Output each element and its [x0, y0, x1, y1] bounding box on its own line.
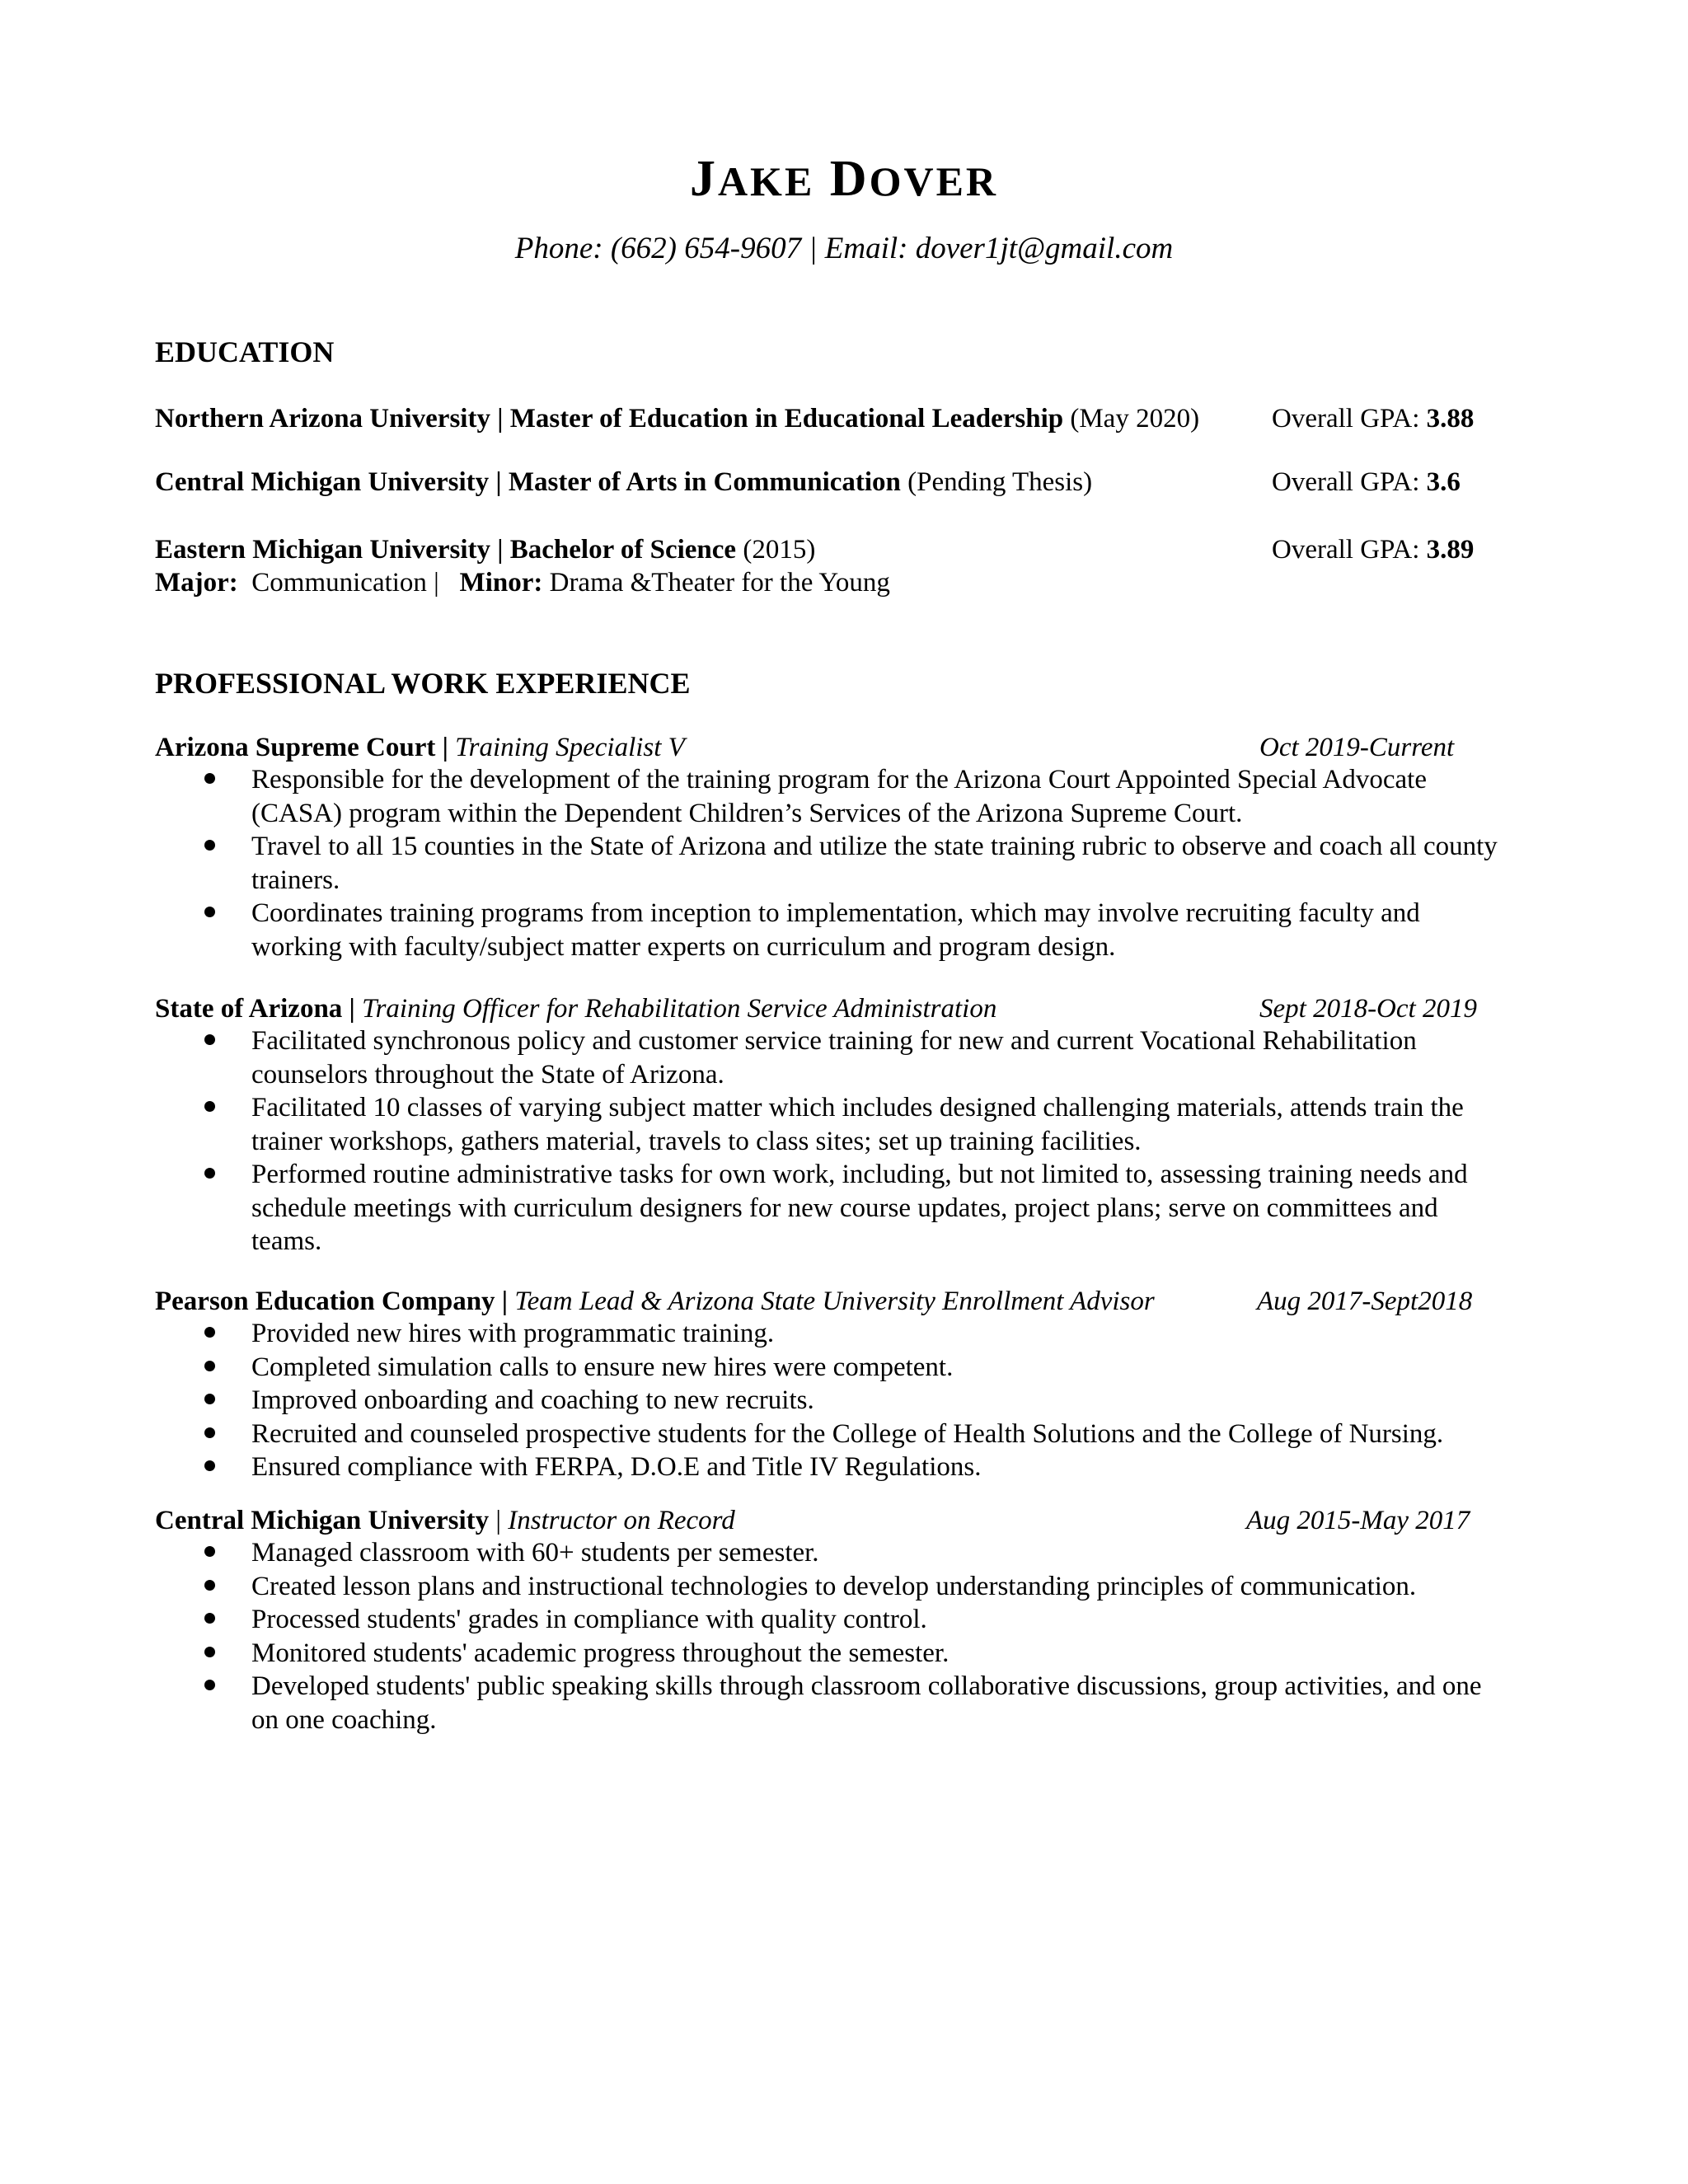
bullet-icon: [204, 1361, 215, 1371]
education-entry: [155, 537, 815, 564]
bullet-icon: [204, 1680, 215, 1690]
list-item: Created lesson plans and instructional technologies to develop understanding principles of communication.: [198, 1570, 1517, 1604]
education-gpa: [1272, 469, 1461, 496]
education-date: (2015): [736, 535, 816, 565]
bullet-icon: [204, 1613, 215, 1624]
job-bullets: [198, 763, 1517, 963]
name-last-initial: D: [829, 151, 870, 207]
education-date: (Pending Thesis): [900, 467, 1093, 497]
major-label: Major:: [155, 568, 238, 598]
bullet-icon: [204, 1460, 215, 1471]
list-item: Performed routine administrative tasks for own work, including, but not limited to, assessing training needs and schedule meetings with curriculum designers for new course updates, project plans; serve on committees and teams.: [198, 1158, 1517, 1258]
name-first-initial: J: [689, 151, 718, 207]
job-role: Instructor on Record: [508, 1506, 735, 1535]
job-header: [155, 996, 996, 1023]
education-entry: [155, 405, 1199, 433]
gpa-value: 3.89: [1426, 535, 1475, 565]
job-bullets: [198, 1536, 1517, 1736]
gpa-value: 3.6: [1426, 467, 1461, 497]
bullet-icon: [204, 1327, 215, 1338]
bullet-icon: [204, 773, 215, 784]
list-item: Responsible for the development of the training program for the Arizona Court Appointed Special Advocate (CASA) program within the Dependent Children’s Services of the Arizona Supreme Court.: [198, 763, 1517, 830]
list-item: Monitored students' academic progress throughout the semester.: [198, 1637, 1517, 1671]
candidate-name: [0, 151, 1688, 207]
job-employer-separator: |: [489, 1506, 501, 1535]
major-minor-line: [155, 569, 890, 597]
list-item: Completed simulation calls to ensure new hires were competent.: [198, 1351, 1517, 1385]
bullet-icon: [204, 840, 215, 851]
job-dates: Sept 2018-Oct 2019: [1259, 994, 1477, 1024]
job-employer: Pearson Education Company |: [155, 1286, 509, 1316]
job-bullets: [198, 1317, 1517, 1484]
bullet-icon: [204, 1034, 215, 1045]
list-item: Ensured compliance with FERPA, D.O.E and Title IV Regulations.: [198, 1451, 1517, 1484]
job-role: Team Lead & Arizona State University Enrollment Advisor: [514, 1286, 1155, 1316]
list-item: Processed students' grades in compliance with quality control.: [198, 1603, 1517, 1637]
bullet-icon: [204, 1168, 215, 1179]
job-role: Training Officer for Rehabilitation Service Administration: [362, 994, 997, 1024]
job-dates: Aug 2017-Sept2018: [1257, 1286, 1473, 1316]
education-date: (May 2020): [1063, 404, 1200, 434]
bullet-icon: [204, 1647, 215, 1657]
bullet-icon: [204, 1101, 215, 1112]
list-item: Recruited and counseled prospective students for the College of Health Solutions and the College of Nursing.: [198, 1418, 1517, 1451]
gpa-label: Overall GPA:: [1272, 467, 1427, 497]
major-value: Communication |: [251, 568, 439, 598]
education-school-degree: Northern Arizona University | Master of Education in Educational Leadership: [155, 404, 1064, 434]
contact-line: Phone: (662) 654-9607 | Email: dover1jt@gmail.com: [514, 232, 1174, 265]
education-school-degree: Eastern Michigan University | Bachelor of Science: [155, 535, 737, 565]
bullet-icon: [204, 1580, 215, 1591]
job-header: [155, 1288, 1155, 1315]
bullet-icon: [204, 907, 215, 917]
gpa-value: 3.88: [1426, 404, 1475, 434]
list-item: Travel to all 15 counties in the State of Arizona and utilize the state training rubric to observe and coach all county trainers.: [198, 830, 1517, 897]
job-role: Training Specialist V: [455, 733, 685, 762]
gpa-label: Overall GPA:: [1272, 535, 1427, 565]
job-employer: Central Michigan University: [155, 1506, 490, 1535]
education-gpa: [1272, 405, 1474, 433]
name-first-rest: AKE: [717, 158, 815, 204]
education-school-degree: Central Michigan University | Master of Arts in Communication: [155, 467, 901, 497]
list-item: Facilitated synchronous policy and customer service training for new and current Vocational Rehabilitation counselors throughout the State of Arizona.: [198, 1024, 1517, 1091]
education-heading: EDUCATION: [155, 335, 335, 368]
list-item: Managed classroom with 60+ students per semester.: [198, 1536, 1517, 1570]
minor-label: Minor:: [459, 568, 543, 598]
bullet-icon: [204, 1427, 215, 1438]
minor-value: Drama &Theater for the Young: [549, 568, 890, 598]
job-dates: Aug 2015-May 2017: [1246, 1506, 1470, 1535]
bullet-icon: [204, 1394, 215, 1404]
list-item: Improved onboarding and coaching to new recruits.: [198, 1384, 1517, 1418]
job-bullets: [198, 1024, 1517, 1258]
list-item: Developed students' public speaking skills through classroom collaborative discussions, group activities, and one on one coaching.: [198, 1670, 1517, 1736]
list-item: Coordinates training programs from inception to implementation, which may involve recruiting faculty and working with faculty/subject matter experts on curriculum and program design.: [198, 897, 1517, 963]
job-header: [155, 734, 685, 762]
bullet-icon: [204, 1546, 215, 1557]
name-last-rest: OVER: [869, 158, 999, 204]
education-entry: [155, 469, 1092, 496]
experience-heading: PROFESSIONAL WORK EXPERIENCE: [155, 667, 691, 700]
job-header: [155, 1507, 735, 1535]
job-dates: Oct 2019-Current: [1259, 733, 1455, 762]
job-employer: Arizona Supreme Court |: [155, 733, 448, 762]
education-gpa: [1272, 537, 1474, 564]
list-item: Facilitated 10 classes of varying subject matter which includes designed challenging materials, attends train the trainer workshops, gathers material, travels to class sites; set up training facilities.: [198, 1091, 1517, 1158]
list-item: Provided new hires with programmatic training.: [198, 1317, 1517, 1351]
job-employer: State of Arizona |: [155, 994, 355, 1024]
gpa-label: Overall GPA:: [1272, 404, 1427, 434]
